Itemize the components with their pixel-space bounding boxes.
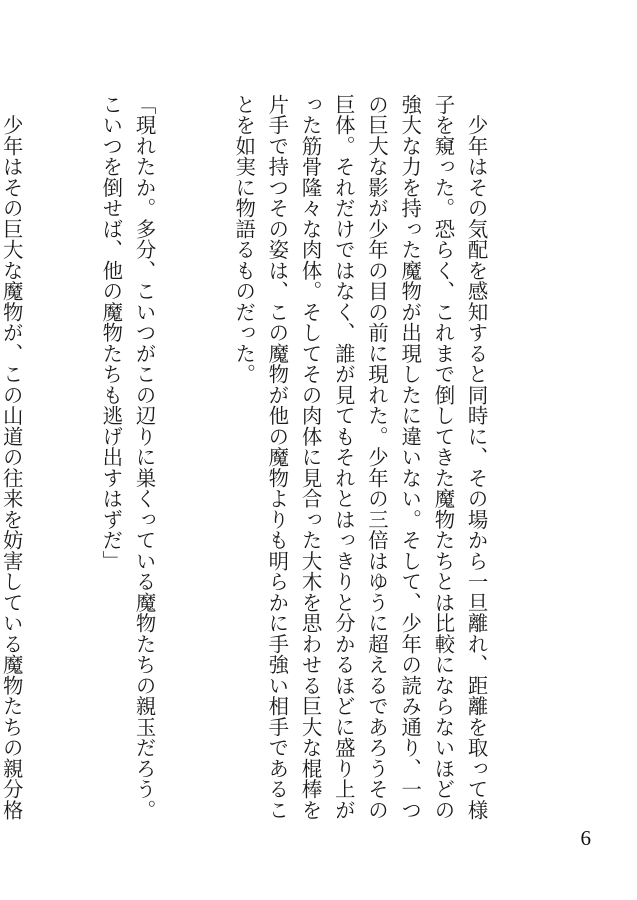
paragraph-1: 少年はその気配を感知すると同時に、その場から一旦離れ、距離を取って様子を窺った。恐らく、これまで倒してきた魔物たちとは比較にならないほどの強大な力を持った魔物が出現したに違いない。そして、少年の読み通り、一つの巨大な影が少年の目の前に現れた。少年の三倍はゆうに超えるであろうその巨体。それだけではなく、誰が見てもそれとはっきりと分かるほどに盛り上がった筋骨隆々な肉体。そしてその肉体に見合った大木を思わせる巨大な棍棒を片手で持つその姿は、この魔物が他の魔物よりも明らかに手強い相手であることを如実に物語るものだった。 bbox=[232, 94, 489, 821]
paragraph-2-dialogue: 「現れたか。多分、こいつがこの辺りに巣くっている魔物たちの親玉だろう。こいつを倒せば、他の魔物たちも逃げ出すはずだ」 bbox=[99, 94, 157, 821]
page-number: 6 bbox=[580, 826, 591, 850]
paragraph-3: 少年はその巨大な魔物が、この山道の往来を妨害している魔物たちの親分格 bbox=[0, 114, 24, 821]
vertical-text-body bbox=[0, 94, 559, 830]
